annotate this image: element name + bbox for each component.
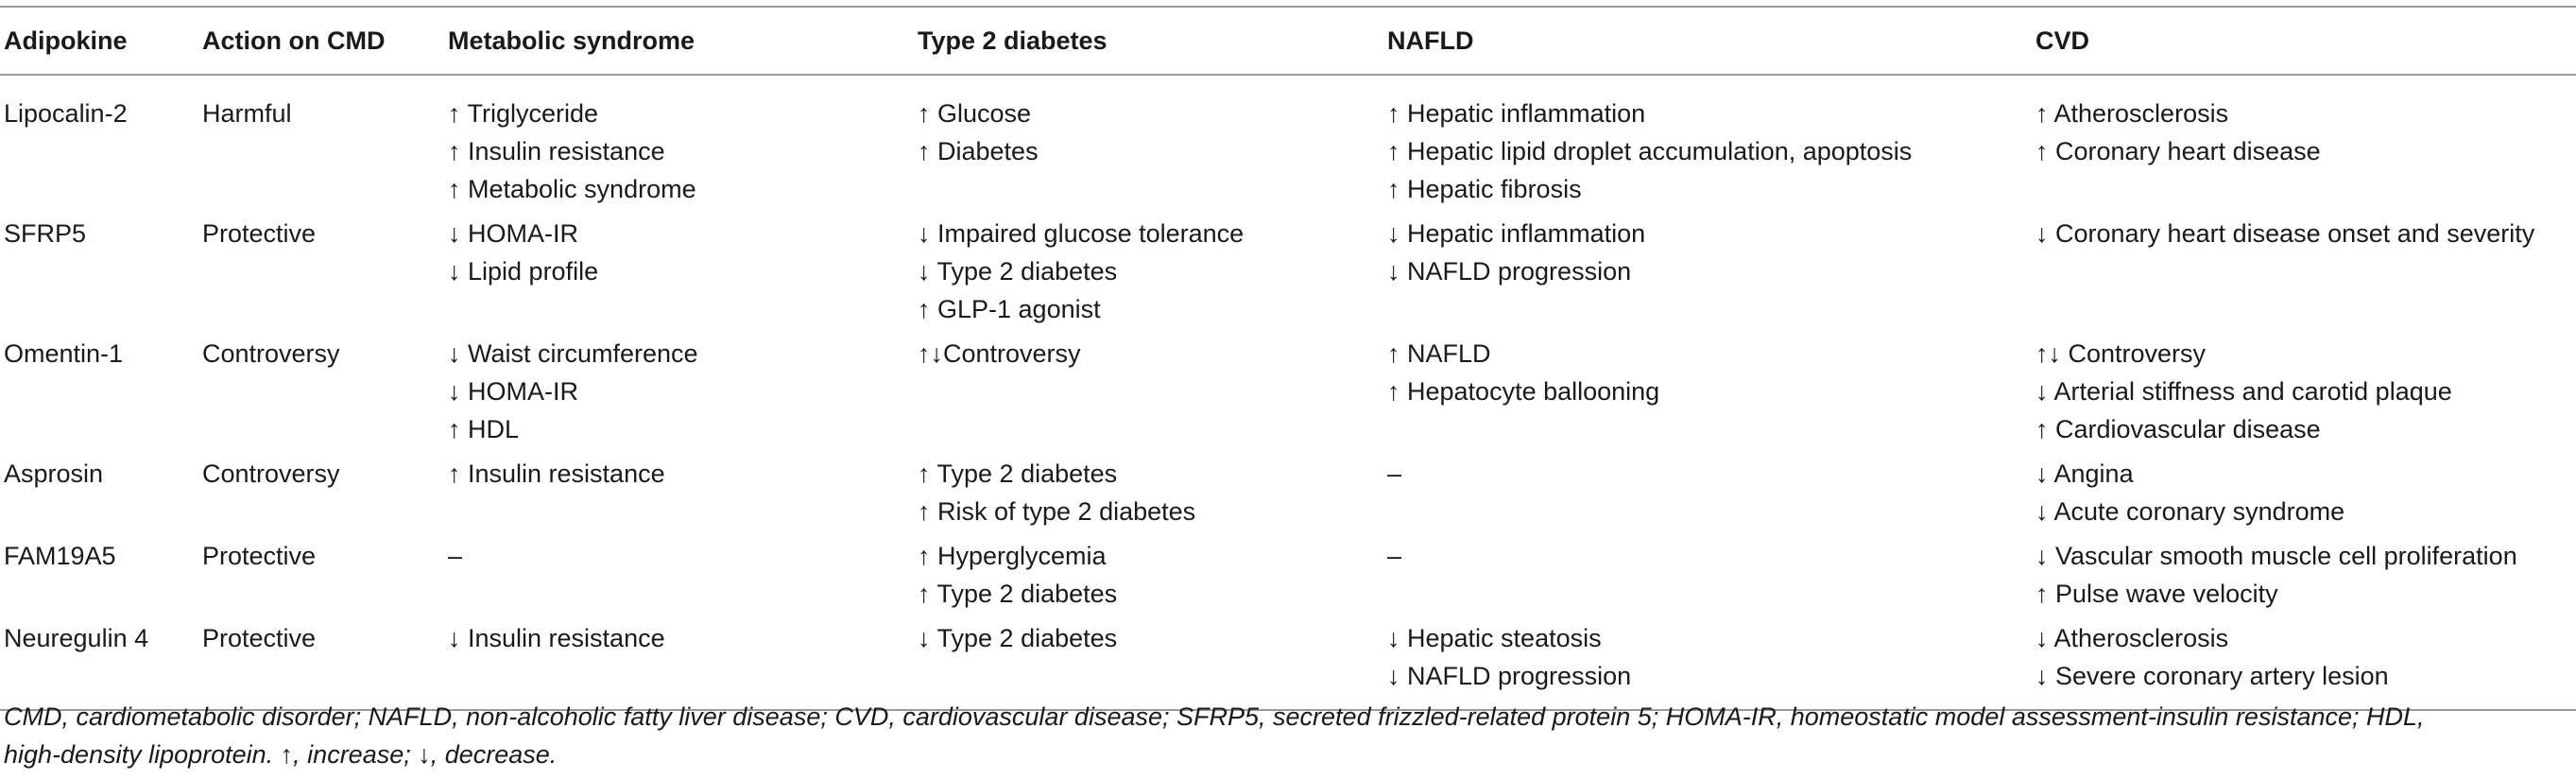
header-type-2-diabetes: Type 2 diabetes: [918, 7, 1387, 75]
cell-line: ↑ Insulin resistance: [448, 137, 665, 165]
cell-metabolic-syndrome: [448, 455, 918, 537]
cell-line: ↑ Hepatocyte ballooning: [1387, 377, 1660, 406]
cell-line: ↓ NAFLD progression: [1387, 662, 1632, 690]
cell-cvd: [2035, 455, 2576, 537]
cell-action-on-cmd: Controversy: [202, 339, 340, 368]
cell-line: ↓ Hepatic inflammation: [1387, 219, 1646, 248]
cell-adipokine: FAM19A5: [4, 542, 116, 570]
cell-cvd: [2035, 335, 2576, 455]
header-action-on-cmd: Action on CMD: [202, 7, 448, 75]
cell-line: ↑ Hepatic lipid droplet accumulation, apoptosis: [1387, 137, 1913, 165]
cell-nafld: [1387, 619, 2035, 710]
cell-metabolic-syndrome: [448, 335, 918, 455]
cell-line: ↓ Acute coronary syndrome: [2035, 497, 2345, 526]
table-header: [0, 7, 2576, 75]
cell-cvd: [2035, 215, 2576, 335]
cell-type-2-diabetes: [918, 215, 1387, 335]
cell-line: ↓ Angina: [2035, 459, 2134, 488]
cell-type-2-diabetes: [918, 455, 1387, 537]
cell-line: ↑ Insulin resistance: [448, 459, 665, 488]
footnote-line: high-density lipoprotein. ↑, increase; ↓, decrease.: [4, 740, 558, 769]
cell-line: ↑ NAFLD: [1387, 339, 1491, 368]
table-footnote: [4, 698, 2555, 773]
cell-line: ↓ Hepatic steatosis: [1387, 624, 1602, 652]
cell-line: ↑ Metabolic syndrome: [448, 175, 696, 203]
cell-nafld: [1387, 215, 2035, 335]
cell-metabolic-syndrome: [448, 215, 918, 335]
cell-line: ↑ Hepatic fibrosis: [1387, 175, 1582, 203]
header-adipokine: Adipokine: [0, 7, 202, 75]
cell-type-2-diabetes: [918, 75, 1387, 215]
cell-line: ↓ Impaired glucose tolerance: [918, 219, 1245, 248]
cell-line: ↑ Pulse wave velocity: [2035, 580, 2278, 608]
header-row: [0, 7, 2576, 75]
table-row: [0, 75, 2576, 215]
cell-line: ↓ Type 2 diabetes: [918, 257, 1118, 286]
cell-action-on-cmd: Harmful: [202, 99, 292, 128]
table-row: [0, 215, 2576, 335]
cell-line: ↑ Glucose: [918, 99, 1032, 128]
cell-cvd: [2035, 75, 2576, 215]
cell-adipokine: Neuregulin 4: [0, 619, 202, 710]
cell-line: –: [1387, 542, 1402, 570]
cell-line: ↑ Hyperglycemia: [918, 542, 1107, 570]
footnote-line: CMD, cardiometabolic disorder; NAFLD, non-alcoholic fatty liver disease; CVD, cardiovascular disease; SFRP5, secreted frizzled-related protein 5; HOMA-IR, homeostatic model assessment-insulin resistance; HDL,: [4, 702, 2425, 731]
cell-line: ↓ Lipid profile: [448, 257, 599, 286]
cell-line: ↑ HDL: [448, 415, 520, 443]
cell-line: ↑ Hepatic inflammation: [1387, 99, 1646, 128]
cell-line: ↓ Vascular smooth muscle cell proliferation: [2035, 542, 2517, 570]
cell-line: ↑↓Controversy: [918, 339, 1081, 368]
cell-line: ↓ Severe coronary artery lesion: [2035, 662, 2389, 690]
table-row: [0, 619, 2576, 710]
cell-nafld: [1387, 75, 2035, 215]
cell-action-on-cmd: Protective: [202, 219, 317, 248]
cell-line: ↑ Type 2 diabetes: [918, 580, 1118, 608]
cell-line: ↓ Atherosclerosis: [2035, 624, 2229, 652]
table-row: [0, 455, 2576, 537]
header-nafld: NAFLD: [1387, 7, 2035, 75]
cell-line: ↑ Cardiovascular disease: [2035, 415, 2321, 443]
table-row: [0, 537, 2576, 619]
cell-cvd: [2035, 537, 2576, 619]
cell-line: ↑ Type 2 diabetes: [918, 459, 1118, 488]
cell-line: ↓ Insulin resistance: [448, 624, 665, 652]
cell-line: ↑ Coronary heart disease: [2035, 137, 2321, 165]
cell-line: ↓ Type 2 diabetes: [918, 624, 1118, 652]
cell-line: ↓ HOMA-IR: [448, 377, 578, 406]
cell-action-on-cmd: Protective: [202, 619, 448, 710]
header-cvd: CVD: [2035, 7, 2576, 75]
adipokine-table: [0, 6, 2576, 711]
cell-line: ↓ Waist circumference: [448, 339, 698, 368]
cell-type-2-diabetes: [918, 335, 1387, 455]
cell-nafld: [1387, 335, 2035, 455]
cell-action-on-cmd: Controversy: [202, 459, 340, 488]
cell-nafld: [1387, 455, 2035, 537]
cell-line: ↑ Risk of type 2 diabetes: [918, 497, 1196, 526]
table-row: [0, 335, 2576, 455]
cell-line: ↑↓ Controversy: [2035, 339, 2207, 368]
table-body: [0, 75, 2576, 710]
cell-line: –: [1387, 459, 1402, 488]
cell-line: –: [448, 542, 463, 570]
cell-line: ↑ Triglyceride: [448, 99, 599, 128]
cell-line: ↓ NAFLD progression: [1387, 257, 1632, 286]
cell-line: ↓ Arterial stiffness and carotid plaque: [2035, 377, 2452, 406]
cell-line: ↓ Coronary heart disease onset and severity: [2035, 219, 2535, 248]
cell-metabolic-syndrome: [448, 537, 918, 619]
cell-metabolic-syndrome: [448, 619, 918, 710]
header-metabolic-syndrome: Metabolic syndrome: [448, 7, 918, 75]
cell-type-2-diabetes: [918, 537, 1387, 619]
cell-line: ↓ HOMA-IR: [448, 219, 578, 248]
cell-adipokine: Lipocalin-2: [4, 99, 128, 128]
cell-adipokine: Asprosin: [4, 459, 104, 488]
cell-metabolic-syndrome: [448, 75, 918, 215]
cell-cvd: [2035, 619, 2576, 710]
cell-adipokine: Omentin-1: [4, 339, 124, 368]
cell-adipokine: SFRP5: [4, 219, 87, 248]
cell-nafld: [1387, 537, 2035, 619]
cell-type-2-diabetes: [918, 619, 1387, 710]
cell-line: ↑ GLP-1 agonist: [918, 295, 1101, 323]
cell-action-on-cmd: Protective: [202, 542, 317, 570]
cell-line: ↑ Atherosclerosis: [2035, 99, 2229, 128]
cell-line: ↑ Diabetes: [918, 137, 1039, 165]
